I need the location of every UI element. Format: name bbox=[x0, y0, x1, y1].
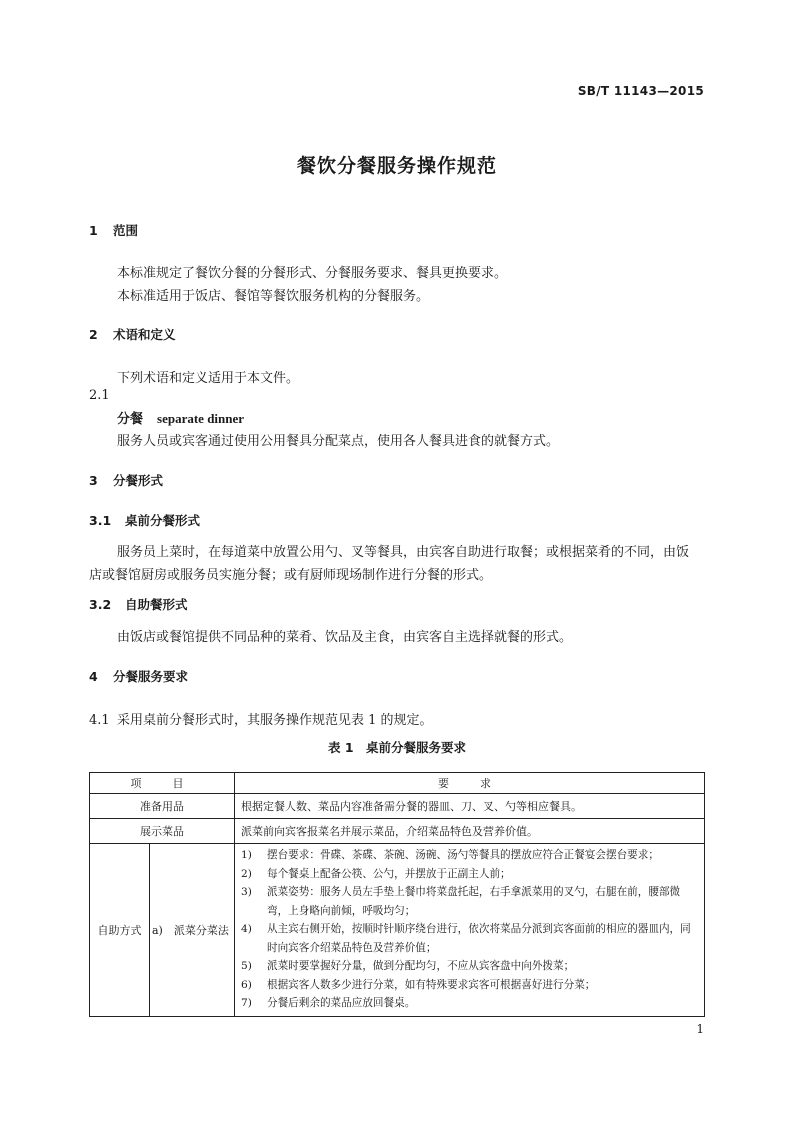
step-text: 派菜姿势：服务人员左手垫上餐巾将菜盘托起，右手拿派菜用的叉勺，右腿在前，腰部微弯，上身略向前倾，呼吸均匀； bbox=[267, 886, 681, 917]
standard-number: SB/T 11143—2015 bbox=[577, 84, 704, 98]
section-number: 4 bbox=[89, 669, 98, 684]
subsection-number: 2.1 bbox=[89, 388, 110, 403]
list-item bbox=[241, 976, 698, 995]
step-text: 根据宾客人数多少进行分菜，如有特殊要求宾客可根据喜好进行分菜； bbox=[267, 978, 596, 991]
step-number: 5) bbox=[241, 960, 252, 972]
section-2-heading bbox=[89, 325, 176, 343]
list-item bbox=[241, 846, 698, 865]
row-requirement: 派菜前向宾客报菜名并展示菜品，介绍菜品特色及营养价值。 bbox=[235, 819, 705, 844]
table-caption: 表 1 桌前分餐服务要求 bbox=[327, 740, 467, 755]
step-number: 6) bbox=[241, 978, 252, 991]
subsection-title: 自助餐形式 bbox=[125, 597, 188, 612]
step-text: 派菜时要掌握好分量，做到分配均匀，不应从宾客盘中向外拨菜； bbox=[267, 960, 575, 972]
subsection-4-1 bbox=[89, 709, 433, 728]
term-definition: 服务人员或宾客通过使用公用餐具分配菜点，使用各人餐具进食的就餐方式。 bbox=[117, 434, 560, 449]
paragraph-line: 服务员上菜时，在每道菜中放置公用勺、叉等餐具，由宾客自助进行取餐；或根据菜肴的不同，由饭 bbox=[117, 545, 690, 560]
term-entry bbox=[117, 408, 244, 427]
paragraph: 下列术语和定义适用于本文件。 bbox=[117, 371, 300, 386]
step-text: 每个餐桌上配备公筷、公勺，并摆放于正副主人前； bbox=[267, 867, 511, 880]
step-number: 2) bbox=[241, 867, 252, 880]
table-row bbox=[90, 794, 705, 819]
section-1-heading bbox=[89, 221, 138, 239]
subsection-3-2-heading bbox=[89, 595, 188, 613]
section-3-heading bbox=[89, 471, 163, 489]
list-item bbox=[241, 865, 698, 884]
term-english: separate dinner bbox=[157, 411, 245, 426]
subsection-3-1-heading bbox=[89, 511, 200, 529]
document-title: 餐饮分餐服务操作规范 bbox=[296, 155, 497, 177]
subsection-number: 3.2 bbox=[89, 597, 112, 612]
table-row bbox=[90, 819, 705, 844]
group-label: 自助方式 bbox=[90, 844, 150, 1017]
paragraph: 采用桌前分餐形式时，其服务操作规范见表 1 的规定。 bbox=[117, 713, 433, 728]
subsection-title: 桌前分餐形式 bbox=[125, 513, 201, 528]
subsection-number: 4.1 bbox=[89, 713, 110, 728]
list-item bbox=[241, 994, 698, 1013]
row-item: 展示菜品 bbox=[90, 819, 235, 844]
paragraph: 由饭店或餐馆提供不同品种的菜肴、饮品及主食，由宾客自主选择就餐的形式。 bbox=[117, 630, 573, 645]
step-text: 摆台要求：骨碟、茶碟、茶碗、汤碗、汤勺等餐具的摆放应符合正餐宴会摆台要求； bbox=[267, 849, 659, 861]
step-number: 1) bbox=[241, 849, 252, 861]
step-text: 分餐后剩余的菜品应放回餐桌。 bbox=[267, 997, 416, 1009]
paragraph-line: 店或餐馆厨房或服务员实施分餐；或有厨师现场制作进行分餐的形式。 bbox=[89, 568, 493, 583]
list-item bbox=[241, 883, 698, 920]
page-number: 1 bbox=[696, 1022, 704, 1036]
section-title: 分餐服务要求 bbox=[113, 669, 189, 684]
section-number: 3 bbox=[89, 473, 98, 488]
step-list bbox=[235, 844, 705, 1017]
section-number: 1 bbox=[89, 223, 98, 238]
section-title: 分餐形式 bbox=[113, 473, 164, 488]
paragraph: 本标准规定了餐饮分餐的分餐形式、分餐服务要求、餐具更换要求。 bbox=[117, 266, 508, 281]
group-sub-label: a) 派菜分菜法 bbox=[150, 844, 235, 1017]
step-text: 从主宾右侧开始，按顺时针顺序绕台进行，依次将菜品分派到宾客面前的相应的器皿内，同时向宾客介绍菜品特色及营养价值； bbox=[267, 923, 691, 954]
step-number: 3) bbox=[241, 886, 252, 898]
paragraph: 本标准适用于饭店、餐馆等餐饮服务机构的分餐服务。 bbox=[117, 289, 430, 304]
step-number: 7) bbox=[241, 997, 252, 1009]
row-item: 准备用品 bbox=[90, 794, 235, 819]
section-title: 范围 bbox=[113, 223, 139, 238]
subsection-number: 3.1 bbox=[89, 513, 112, 528]
row-requirement: 根据定餐人数、菜品内容准备需分餐的器皿、刀、叉、勺等相应餐具。 bbox=[235, 794, 705, 819]
column-header-item: 项 目 bbox=[90, 773, 235, 794]
requirements-table bbox=[89, 772, 705, 1017]
list-item bbox=[241, 920, 698, 957]
term-chinese: 分餐 bbox=[117, 412, 144, 427]
list-item bbox=[241, 957, 698, 976]
section-title: 术语和定义 bbox=[113, 327, 176, 342]
step-number: 4) bbox=[241, 923, 252, 935]
table-header-row bbox=[90, 773, 705, 794]
section-number: 2 bbox=[89, 327, 98, 342]
column-header-requirement: 要 求 bbox=[235, 773, 705, 794]
section-4-heading bbox=[89, 667, 188, 685]
table-row-group bbox=[90, 844, 705, 1017]
